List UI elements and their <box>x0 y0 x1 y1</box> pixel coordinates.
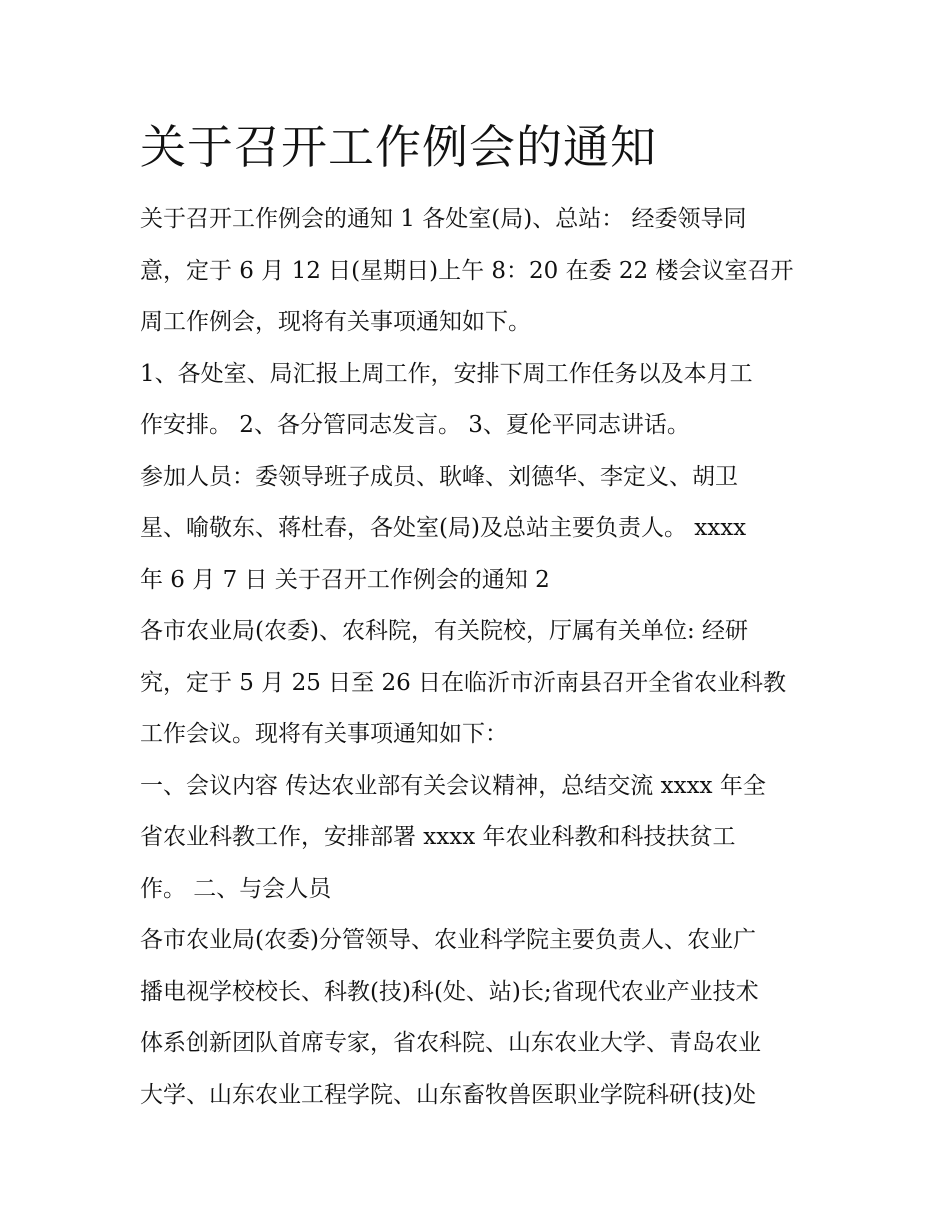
body-line: 工作会议。现将有关事项通知如下： <box>140 721 508 747</box>
body-line: 播电视学校校长、科教(技)科(处、站)长;省现代农业产业技术 <box>140 978 759 1005</box>
body-line: 星、喻敬东、蒋杜春，各处室(局)及总站主要负责人。 xxxx <box>140 515 747 541</box>
body-line: 体系创新团队首席专家，省农科院、山东农业大学、青岛农业 <box>140 1030 761 1056</box>
body-line: 年 6 月 7 日 关于召开工作例会的通知 2 <box>140 566 550 593</box>
body-line: 大学、山东农业工程学院、山东畜牧兽医职业学院科研(技)处 <box>140 1081 756 1108</box>
body-line: 参加人员：委领导班子成员、耿峰、刘德华、李定义、胡卫 <box>140 463 738 490</box>
body-line: 关于召开工作例会的通知 1 各处室(局)、总站： 经委领导同 <box>140 206 747 232</box>
body-line: 一、会议内容 传达农业部有关会议精神，总结交流 xxxx 年全 <box>140 772 766 799</box>
document-body <box>140 194 820 1121</box>
body-line: 周工作例会，现将有关事项通知如下。 <box>140 309 531 335</box>
body-line: 作。 二、与会人员 <box>140 875 332 902</box>
body-line: 意，定于 6 月 12 日(星期日)上午 8：20 在委 22 楼会议室召开 <box>140 257 794 284</box>
body-line: 省农业科教工作，安排部署 xxxx 年农业科教和科技扶贫工 <box>140 824 736 850</box>
body-line: 各市农业局(农委)、农科院，有关院校，厅属有关单位: 经研 <box>140 618 749 644</box>
body-line: 作安排。 2、各分管同志发言。 3、夏伦平同志讲话。 <box>140 412 690 438</box>
document-page <box>140 112 820 1121</box>
body-line: 各市农业局(农委)分管领导、农业科学院主要负责人、农业广 <box>140 927 756 953</box>
document-title: 关于召开工作例会的通知 <box>140 120 657 174</box>
body-line: 1、各处室、局汇报上周工作，安排下周工作任务以及本月工 <box>140 360 753 387</box>
body-line: 究，定于 5 月 25 日至 26 日在临沂市沂南县召开全省农业科教 <box>140 669 787 696</box>
